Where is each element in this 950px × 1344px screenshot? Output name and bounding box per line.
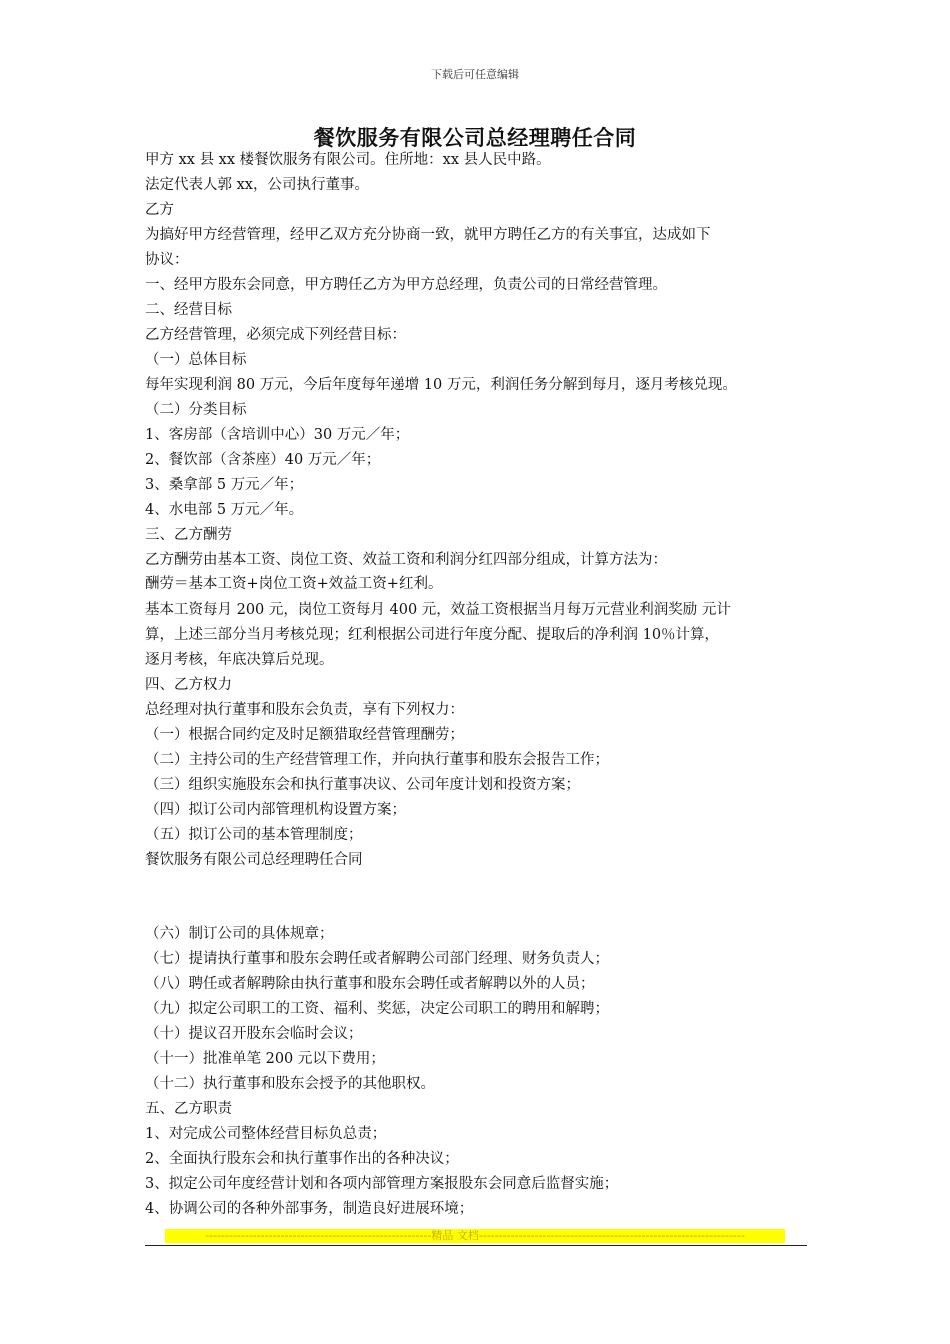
document-title: 餐饮服务有限公司总经理聘任合同 [313,125,637,150]
running-title: 餐饮服务有限公司总经理聘任合同 [145,852,363,868]
header-note: 下载后可任意编辑 [431,68,519,81]
text-line: 法定代表人郭 xx，公司执行董事。 [145,177,369,193]
text-line: 一、经甲方股东会同意，甲方聘任乙方为甲方总经理，负责公司的日常经营管理。 [145,277,667,293]
section-heading: 二、经营目标 [145,302,232,318]
section-heading: 四、乙方权力 [145,677,232,693]
list-item: 1、对完成公司整体经营目标负总责； [145,1126,387,1142]
list-item: 4、协调公司的各种外部事务，制造良好进展环境； [145,1201,474,1217]
section-heading: 五、乙方职责 [145,1101,232,1117]
section-heading: 三、乙方酬劳 [145,527,232,543]
list-item: （三）组织实施股东会和执行董事决议、公司年度计划和投资方案； [145,777,580,793]
text-line: 乙方酬劳由基本工资、岗位工资、效益工资和利润分红四部分组成，计算方法为： [145,552,667,568]
text-line: 算，上述三部分当月考核兑现；红利根据公司进行年度分配、提取后的净利润 10％计算， [145,627,720,643]
list-item: （六）制订公司的具体规章； [145,926,334,942]
list-item: （十一）批准单笔 200 元以下费用； [145,1051,385,1067]
list-item: （七）提请执行董事和股东会聘任或者解聘公司部门经理、财务负责人； [145,951,609,967]
text-line: 逐月考核，年底决算后兑现。 [145,652,334,668]
list-item: 3、拟定公司年度经营计划和各项内部管理方案报股东会同意后监督实施； [145,1176,619,1192]
text-line: 每年实现利润 80 万元，今后年度每年递增 10 万元，利润任务分解到每月，逐月考核兑现。 [145,377,737,393]
list-item: （十）提议召开股东会临时会议； [145,1026,363,1042]
subsection-heading: （二）分类目标 [145,402,247,418]
text-line: 基本工资每月 200 元，岗位工资每月 400 元，效益工资根据当月每万元营业利润奖励 元计 [145,602,731,618]
list-item: （一）根据合同约定及时足额猎取经营管理酬劳； [145,727,464,743]
footer-label: ---------------------------------------------------------精品 文档------------------------------------------------------------------- [165,1229,785,1243]
list-item: （四）拟订公司内部管理机构设置方案； [145,802,406,818]
subsection-heading: （一）总体目标 [145,352,247,368]
text-line: 酬劳＝基本工资+岗位工资+效益工资+红利。 [145,576,443,592]
list-item: （十二）执行董事和股东会授予的其他职权。 [145,1076,435,1092]
text-line: 总经理对执行董事和股东会负责，享有下列权力： [145,702,464,718]
list-item: 1、客房部（含培训中心）30 万元／年； [145,427,410,443]
text-line: 乙方经营管理，必须完成下列经营目标： [145,327,406,343]
list-item: （八）聘任或者解聘除由执行董事和股东会聘任或者解聘以外的人员； [145,976,595,992]
list-item: 3、桑拿部 5 万元／年； [145,477,304,493]
list-item: （九）拟定公司职工的工资、福利、奖惩，决定公司职工的聘用和解聘； [145,1001,609,1017]
list-item: （二）主持公司的生产经营管理工作，并向执行董事和股东会报告工作； [145,752,609,768]
text-line: 甲方 xx 县 xx 楼餐饮服务有限公司。住所地：xx 县人民中路。 [145,152,551,168]
text-line: 为搞好甲方经营管理，经甲乙双方充分协商一致，就甲方聘任乙方的有关事宜，达成如下 [145,227,711,243]
list-item: （五）拟订公司的基本管理制度； [145,827,363,843]
text-line: 乙方 [145,202,174,218]
list-item: 2、餐饮部（含茶座）40 万元／年； [145,452,381,468]
text-line: 协议： [145,252,189,268]
list-item: 4、水电部 5 万元／年。 [145,502,304,518]
footer-divider [145,1245,807,1246]
list-item: 2、全面执行股东会和执行董事作出的各种决议； [145,1151,459,1167]
